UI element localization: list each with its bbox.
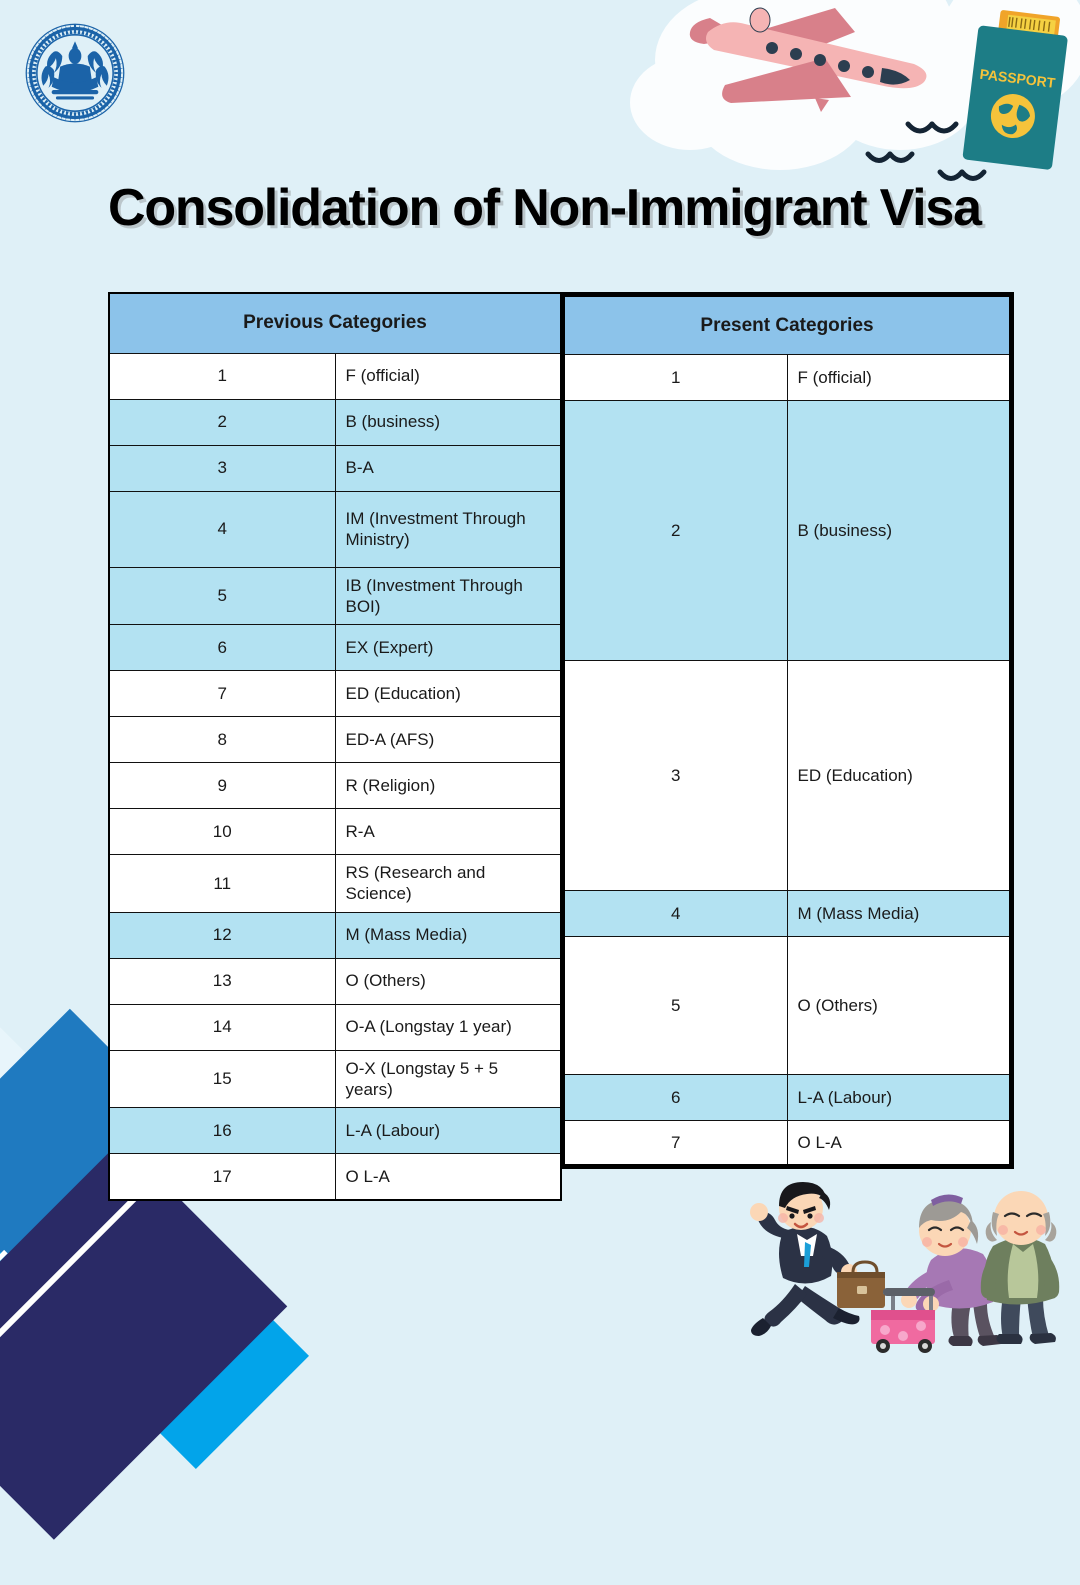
previous-row-number: 15 bbox=[109, 1050, 335, 1108]
travel-illustration bbox=[650, 0, 1080, 190]
present-row-number: 7 bbox=[563, 1121, 788, 1167]
previous-row-label: M (Mass Media) bbox=[335, 912, 561, 958]
elderly-man-illustration bbox=[981, 1191, 1059, 1344]
previous-row-label: IB (Investment Through BOI) bbox=[335, 567, 561, 625]
table-row bbox=[563, 937, 1012, 1075]
previous-row-label: ED (Education) bbox=[335, 671, 561, 717]
previous-row-number: 17 bbox=[109, 1154, 335, 1200]
table-row bbox=[109, 353, 561, 399]
running-businessman-illustration bbox=[750, 1182, 885, 1336]
table-row bbox=[563, 661, 1012, 891]
previous-categories-table bbox=[108, 292, 562, 1201]
previous-row-number: 14 bbox=[109, 1004, 335, 1050]
previous-row-label: B (business) bbox=[335, 399, 561, 445]
table-row bbox=[109, 855, 561, 913]
previous-row-label: EX (Expert) bbox=[335, 625, 561, 671]
airplane-icon bbox=[690, 8, 927, 112]
table-row bbox=[109, 671, 561, 717]
present-row-number: 1 bbox=[563, 355, 788, 401]
present-row-label: O L-A bbox=[787, 1121, 1012, 1167]
previous-row-label: R (Religion) bbox=[335, 763, 561, 809]
table-row bbox=[109, 958, 561, 1004]
previous-row-label: B-A bbox=[335, 445, 561, 491]
previous-categories-body bbox=[109, 353, 561, 1200]
previous-row-label: R-A bbox=[335, 809, 561, 855]
previous-row-label: IM (Investment Through Ministry) bbox=[335, 491, 561, 567]
table-row bbox=[109, 717, 561, 763]
table-row bbox=[563, 1121, 1012, 1167]
passport-label: PASSPORT bbox=[978, 65, 1057, 91]
table-row bbox=[109, 1050, 561, 1108]
table-row bbox=[109, 625, 561, 671]
table-row bbox=[109, 445, 561, 491]
thai-government-garuda-emblem bbox=[22, 14, 128, 132]
previous-row-number: 2 bbox=[109, 399, 335, 445]
previous-row-number: 16 bbox=[109, 1108, 335, 1154]
previous-row-label: O (Others) bbox=[335, 958, 561, 1004]
table-row bbox=[109, 912, 561, 958]
previous-row-number: 6 bbox=[109, 625, 335, 671]
previous-row-label: RS (Research and Science) bbox=[335, 855, 561, 913]
present-row-number: 2 bbox=[563, 401, 788, 661]
previous-row-number: 9 bbox=[109, 763, 335, 809]
previous-row-number: 5 bbox=[109, 567, 335, 625]
present-row-label: ED (Education) bbox=[787, 661, 1012, 891]
passport-icon bbox=[962, 7, 1070, 170]
present-row-label: M (Mass Media) bbox=[787, 891, 1012, 937]
present-row-label: F (official) bbox=[787, 355, 1012, 401]
previous-row-number: 7 bbox=[109, 671, 335, 717]
previous-row-number: 13 bbox=[109, 958, 335, 1004]
present-row-number: 4 bbox=[563, 891, 788, 937]
present-categories-body bbox=[563, 355, 1012, 1167]
people-illustration bbox=[745, 1168, 1080, 1353]
table-row bbox=[109, 809, 561, 855]
previous-row-number: 3 bbox=[109, 445, 335, 491]
present-categories-header: Present Categories bbox=[563, 295, 1012, 355]
previous-row-label: O-X (Longstay 5 + 5 years) bbox=[335, 1050, 561, 1108]
table-row bbox=[109, 1004, 561, 1050]
table-row bbox=[563, 355, 1012, 401]
present-row-label: L-A (Labour) bbox=[787, 1075, 1012, 1121]
present-row-number: 5 bbox=[563, 937, 788, 1075]
previous-row-label: L-A (Labour) bbox=[335, 1108, 561, 1154]
visa-category-tables bbox=[108, 292, 1016, 1201]
table-row bbox=[109, 567, 561, 625]
page-title: Consolidation of Non-Immigrant Visa bbox=[108, 179, 981, 237]
previous-row-number: 4 bbox=[109, 491, 335, 567]
present-row-label: B (business) bbox=[787, 401, 1012, 661]
previous-row-label: F (official) bbox=[335, 353, 561, 399]
previous-row-number: 11 bbox=[109, 855, 335, 913]
table-row bbox=[109, 763, 561, 809]
table-row bbox=[563, 1075, 1012, 1121]
previous-row-number: 12 bbox=[109, 912, 335, 958]
present-row-number: 6 bbox=[563, 1075, 788, 1121]
previous-categories-header: Previous Categories bbox=[109, 293, 561, 353]
previous-row-number: 1 bbox=[109, 353, 335, 399]
previous-row-label: O L-A bbox=[335, 1154, 561, 1200]
table-row bbox=[109, 399, 561, 445]
previous-row-label: O-A (Longstay 1 year) bbox=[335, 1004, 561, 1050]
previous-row-number: 10 bbox=[109, 809, 335, 855]
previous-row-number: 8 bbox=[109, 717, 335, 763]
table-row bbox=[109, 1154, 561, 1200]
table-row bbox=[563, 891, 1012, 937]
present-row-number: 3 bbox=[563, 661, 788, 891]
table-row bbox=[109, 1108, 561, 1154]
table-row bbox=[563, 401, 1012, 661]
previous-row-label: ED-A (AFS) bbox=[335, 717, 561, 763]
present-categories-table bbox=[560, 292, 1014, 1169]
elderly-woman-illustration bbox=[871, 1194, 1002, 1353]
present-row-label: O (Others) bbox=[787, 937, 1012, 1075]
table-row bbox=[109, 491, 561, 567]
